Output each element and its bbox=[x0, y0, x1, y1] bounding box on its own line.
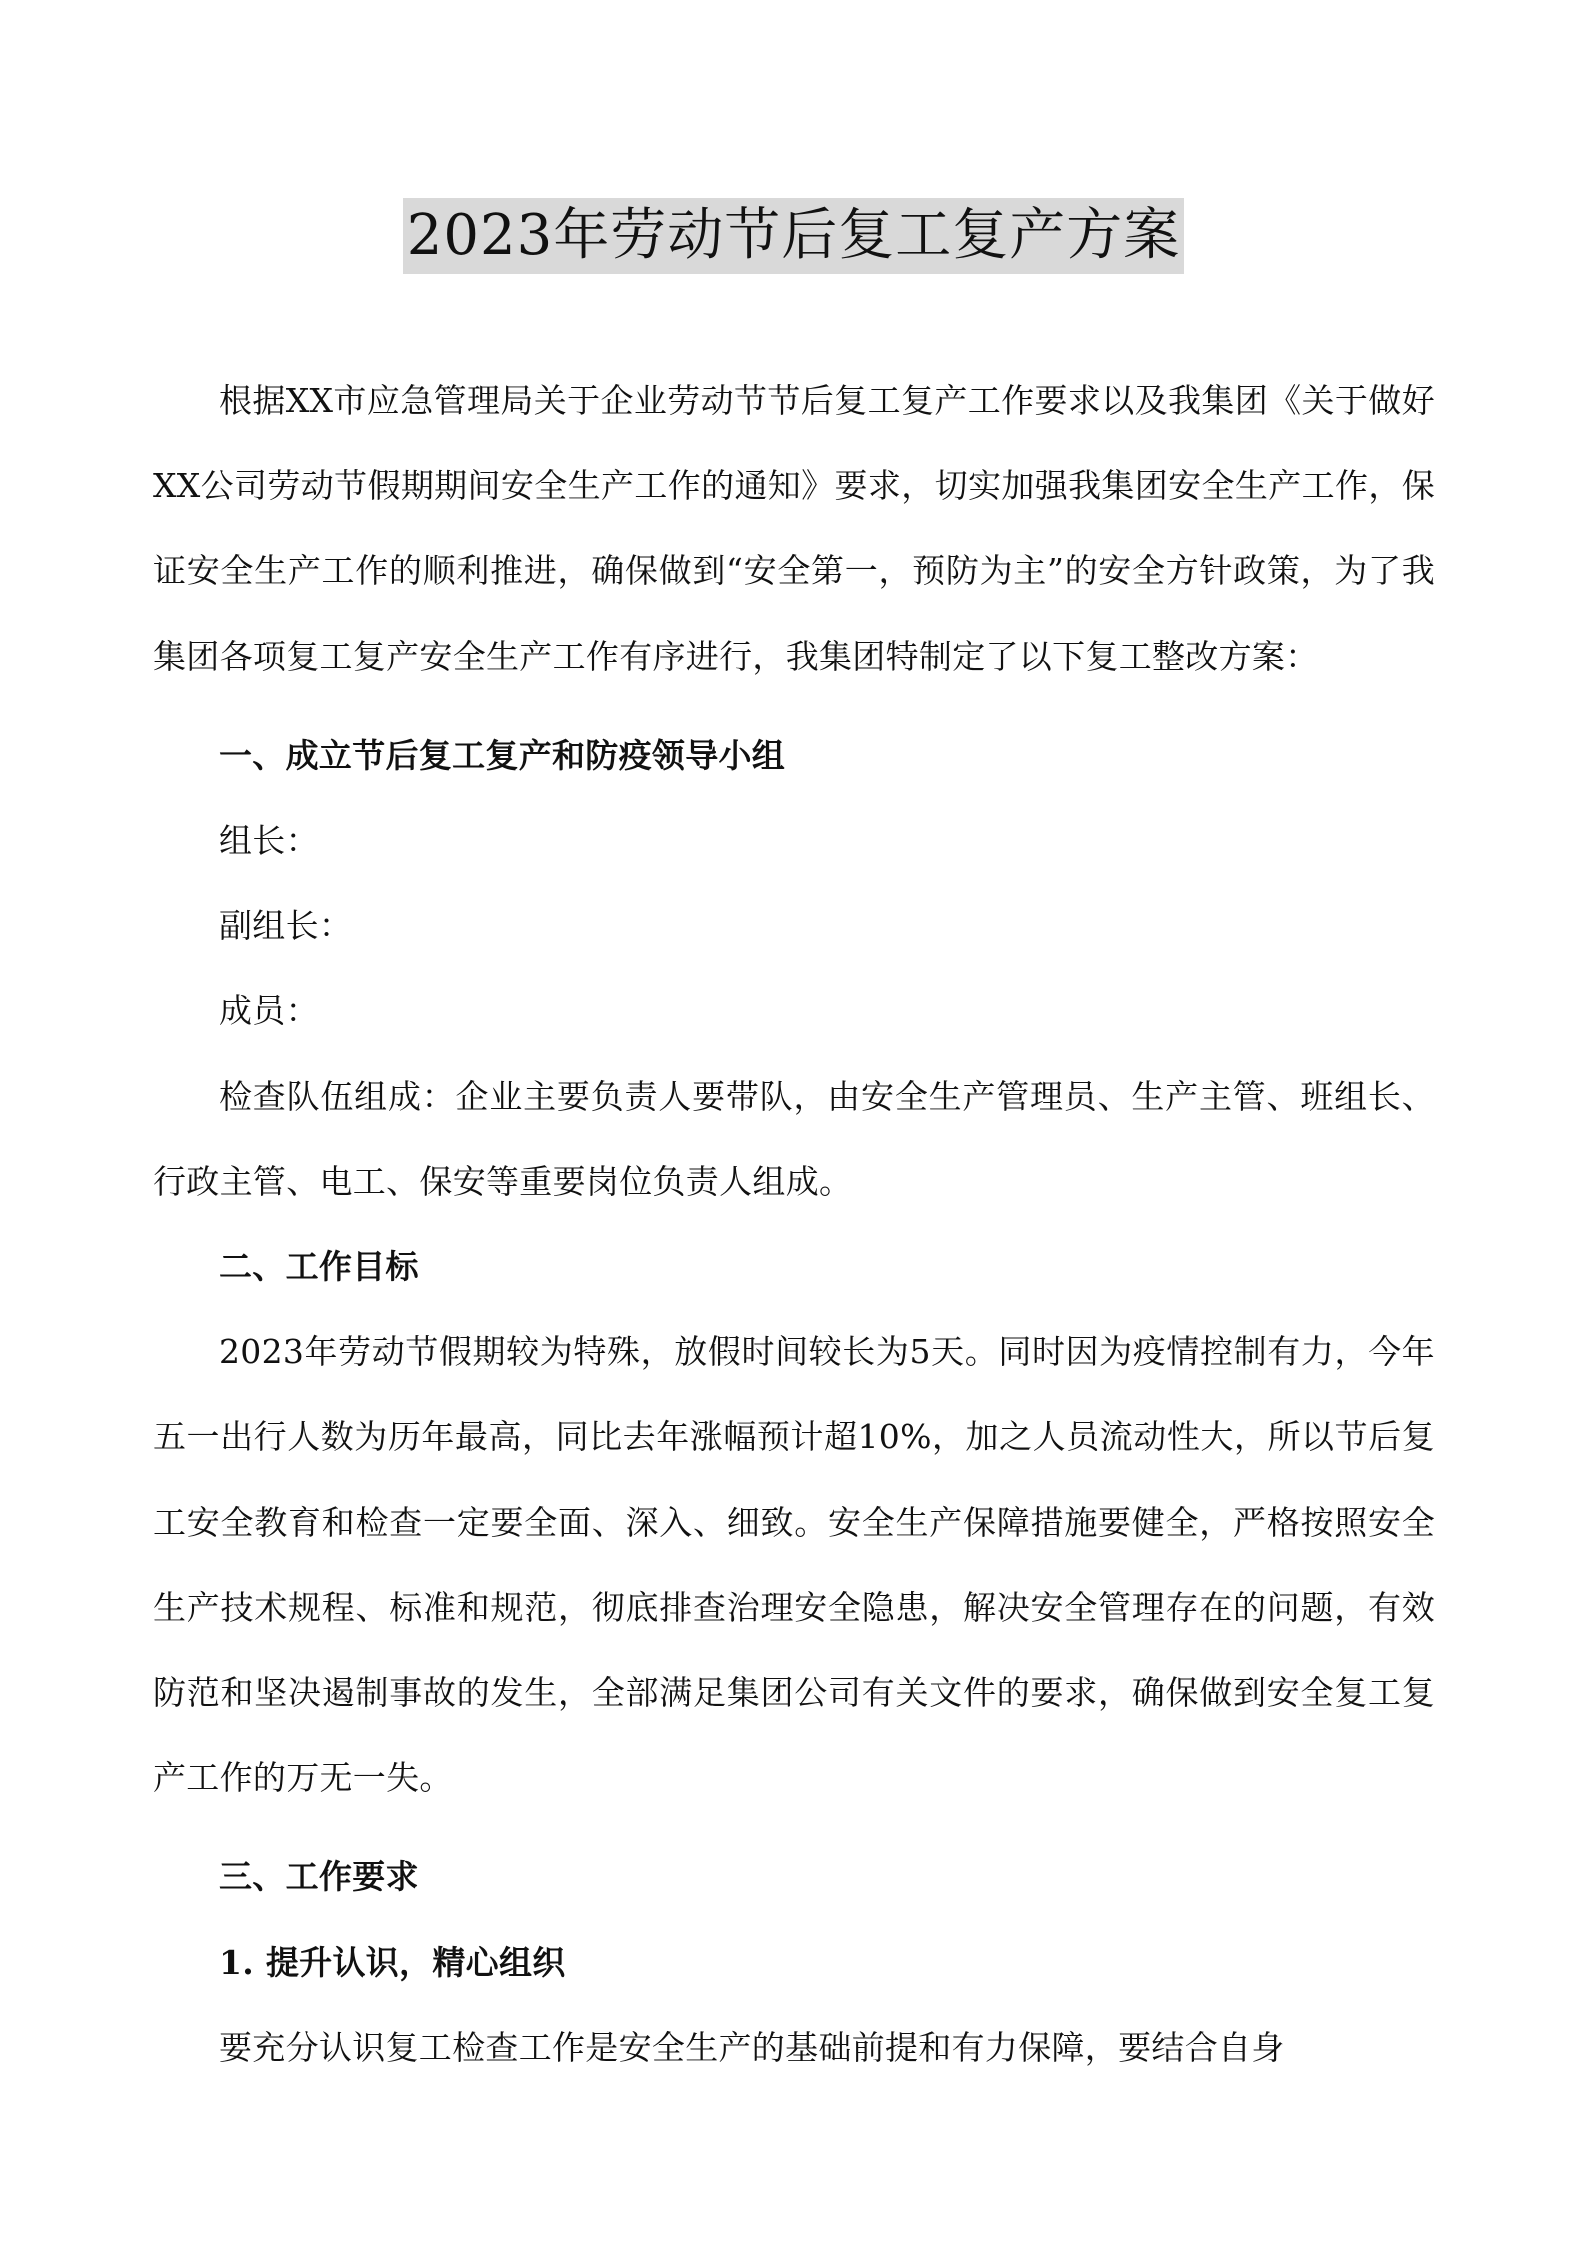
section-3-heading: 三、工作要求 bbox=[219, 1857, 419, 1897]
work-goal-paragraph: 2023年劳动节假期较为特殊，放假时间较长为5天。同时因为疫情控制有力，今年五一出行人数为历年最高，同比去年涨幅预计超10%，加之人员流动性大，所以节后复工安全教育和检查一定要全面、深入、细致。安全生产保障措施要健全，严格按照安全生产技术规程、标准和规范，彻底排查治理安全隐患，解决安全管理存在的问题，有效防范和坚决遏制事故的发生，全部满足集团公司有关文件的要求，确保做到安全复工复产工作的万无一失。 bbox=[153, 1332, 1435, 1798]
intro-paragraph: 根据XX市应急管理局关于企业劳动节节后复工复产工作要求以及我集团《关于做好XX公司劳动节假期期间安全生产工作的通知》要求，切实加强我集团安全生产工作，保证安全生产工作的顺利推进，确保做到“安全第一，预防为主”的安全方针政策，为了我集团各项复工复产安全生产工作有序进行，我集团特制定了以下复工整改方案： bbox=[153, 381, 1435, 676]
section-1-heading: 一、成立节后复工复产和防疫领导小组 bbox=[219, 735, 786, 775]
document-body bbox=[153, 358, 1435, 2090]
members-line: 成员： bbox=[219, 991, 319, 1031]
deputy-leader-line: 副组长： bbox=[219, 906, 353, 946]
subsection-1-heading: 1. 提升认识，精心组织 bbox=[219, 1942, 566, 1982]
document-title: 2023年劳动节后复工复产方案 bbox=[403, 198, 1185, 274]
inspection-team-paragraph: 检查队伍组成：企业主要负责人要带队，由安全生产管理员、生产主管、班组长、行政主管、电工、保安等重要岗位负责人组成。 bbox=[153, 1076, 1435, 1201]
section-2-heading: 二、工作目标 bbox=[219, 1247, 419, 1287]
subsection-1-paragraph: 要充分认识复工检查工作是安全生产的基础前提和有力保障，要结合自身 bbox=[219, 2027, 1285, 2067]
title-container bbox=[0, 198, 1587, 274]
leader-line: 组长： bbox=[219, 821, 319, 861]
